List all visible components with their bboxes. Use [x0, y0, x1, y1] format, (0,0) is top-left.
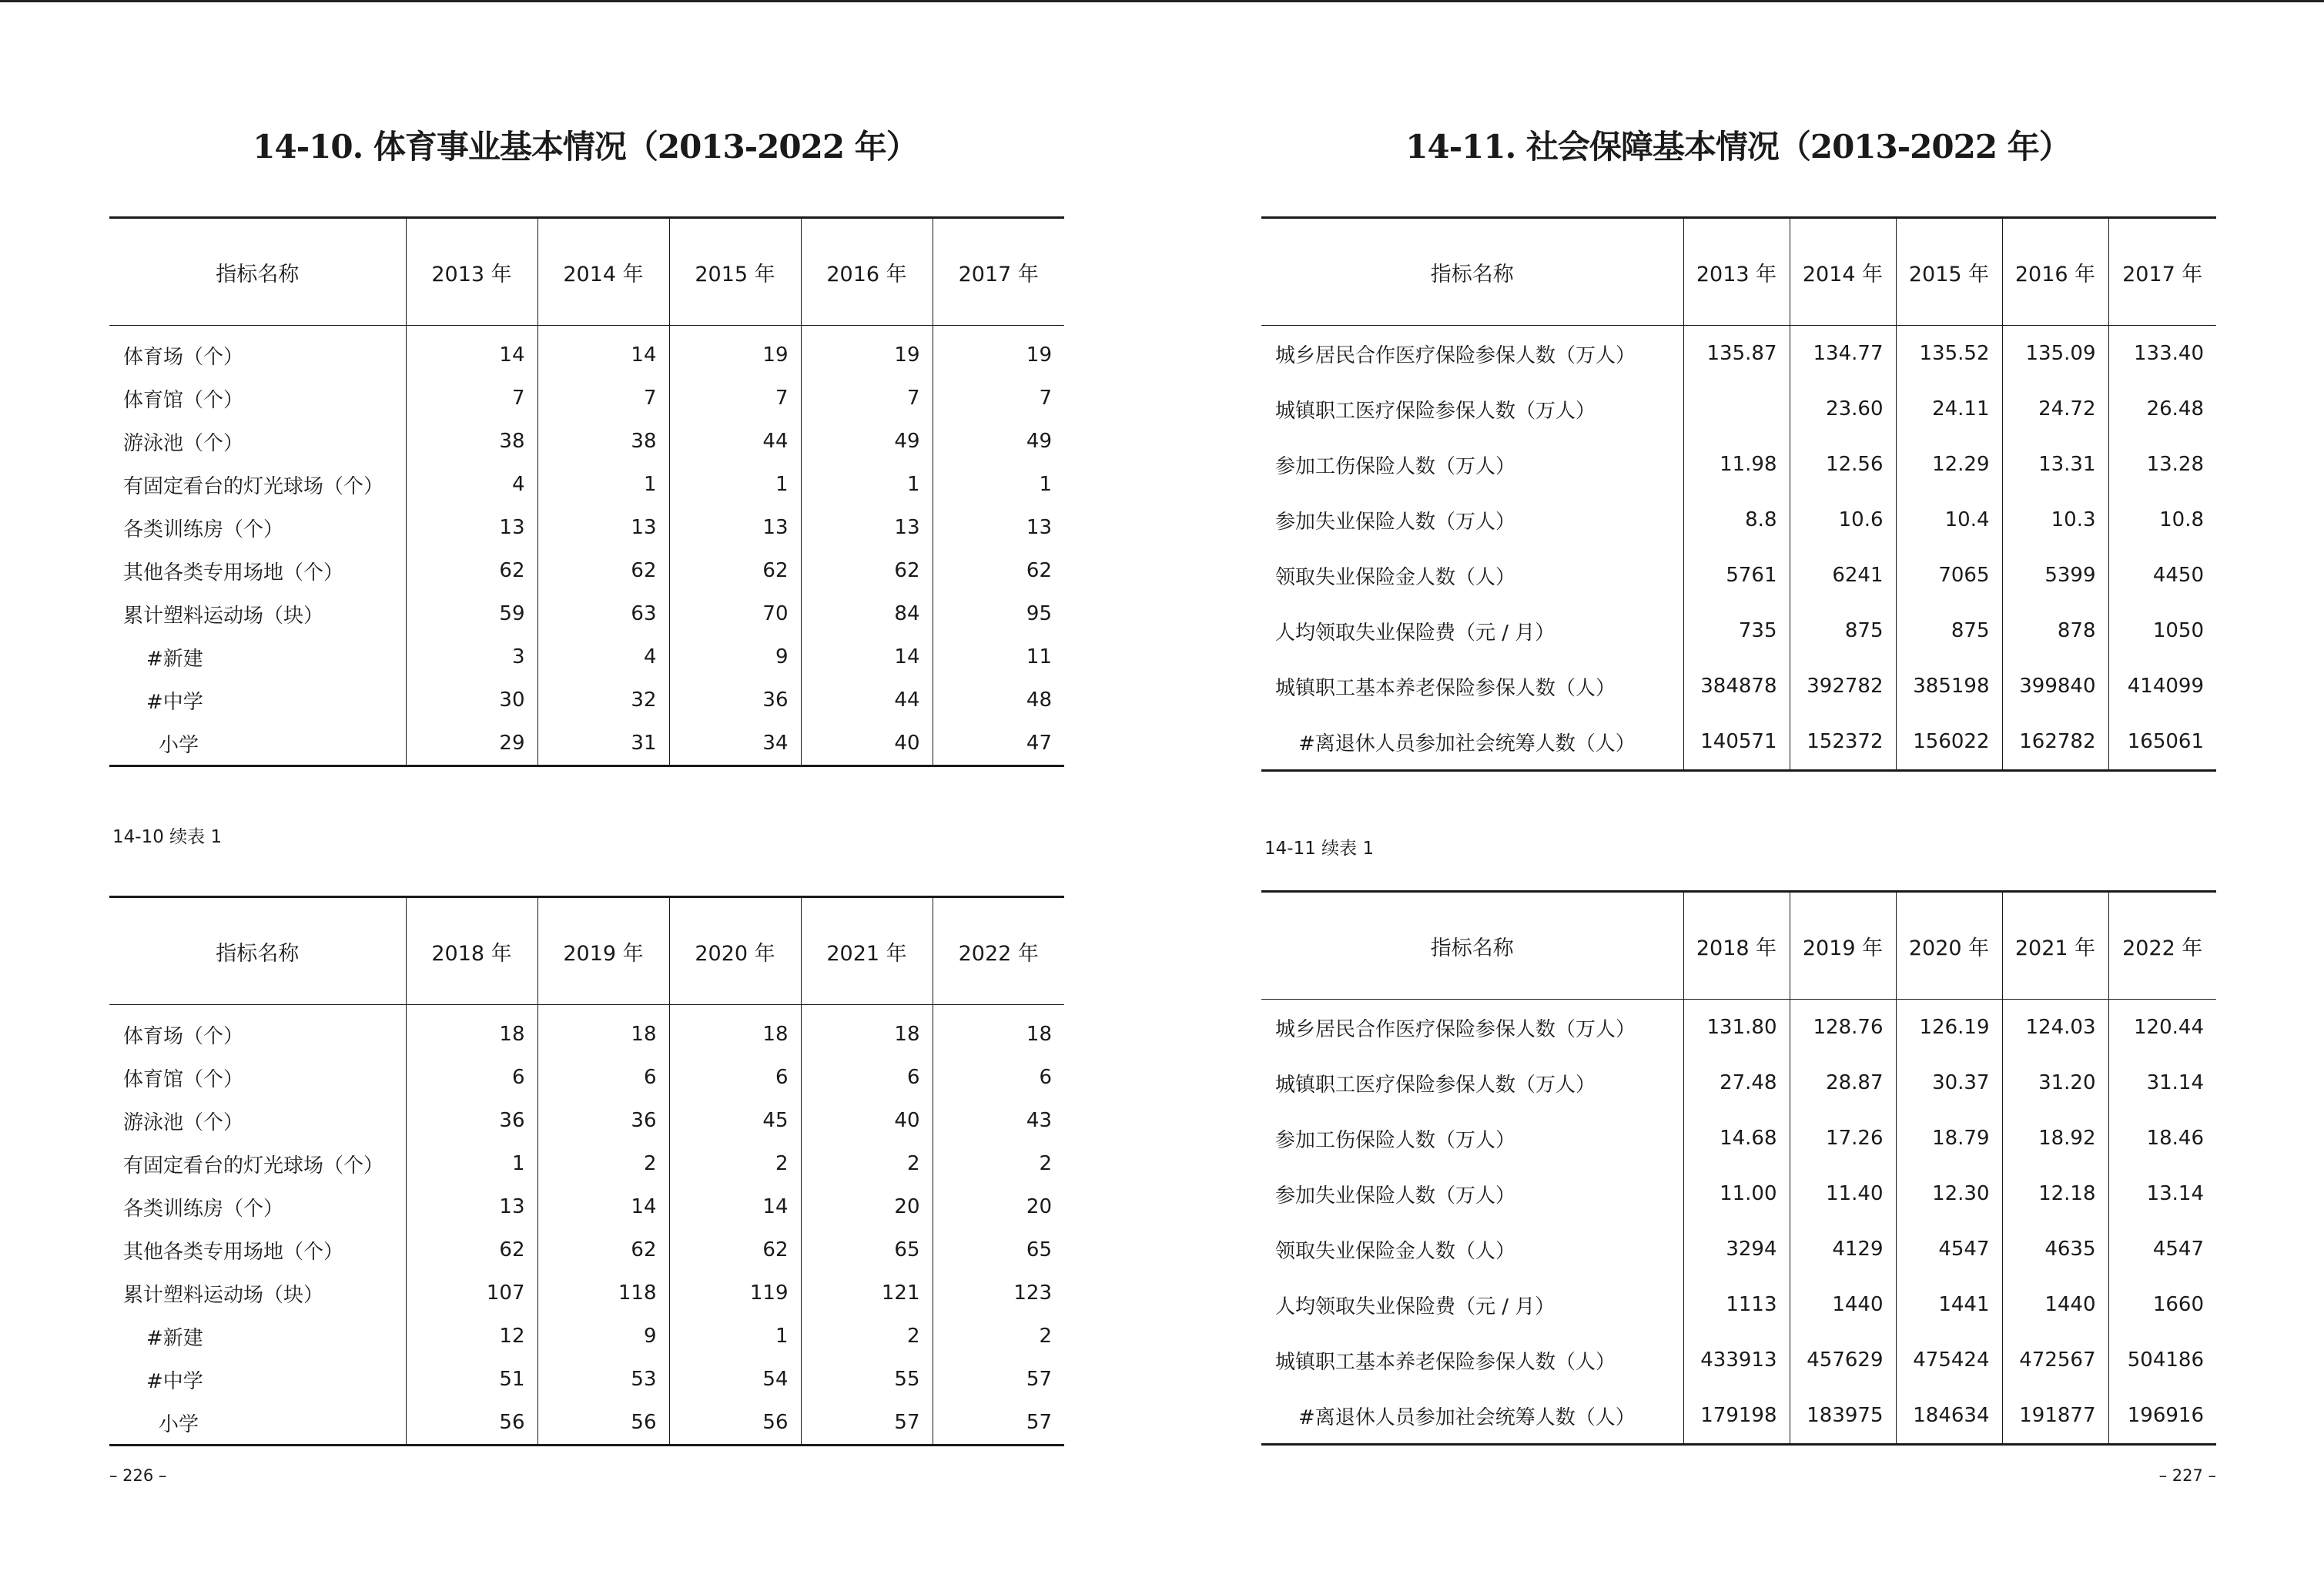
cell-value: 7 [933, 377, 1064, 420]
table-row [1261, 326, 2216, 382]
row-label: 领取失业保险金人数（人） [1275, 565, 1516, 589]
cell-value: 12.56 [1790, 437, 1896, 492]
cell-value: 62 [406, 1228, 537, 1271]
table-row [109, 463, 1064, 506]
cell-value: 24.72 [2002, 381, 2108, 437]
cell-value: 18.92 [2002, 1111, 2108, 1166]
cell-value: 59 [406, 592, 537, 635]
cell-value: 24.11 [1896, 381, 2002, 437]
table-row [1261, 492, 2216, 548]
cell-value: 1440 [1790, 1277, 1896, 1332]
cell-value: 183975 [1790, 1388, 1896, 1445]
cell-value: 126.19 [1896, 1000, 2002, 1056]
row-label: 游泳池（个） [123, 431, 244, 455]
cell-value: 4450 [2108, 548, 2216, 603]
cell-value: 6 [406, 1056, 537, 1099]
cell-value: 504186 [2108, 1332, 2216, 1388]
column-header-year: 2017 年 [2108, 218, 2216, 326]
cell-value: 18 [406, 1005, 537, 1057]
cell-value: 1 [537, 463, 669, 506]
cell-value: 119 [669, 1271, 801, 1315]
cell-value: 18 [537, 1005, 669, 1057]
table-row [109, 420, 1064, 463]
column-header-indicator: 指标名称 [109, 897, 406, 1005]
column-header-year: 2015 年 [669, 218, 801, 326]
cell-value: 54 [669, 1358, 801, 1401]
row-label: 人均领取失业保险费（元 / 月） [1275, 1295, 1555, 1318]
column-header-year: 2013 年 [1683, 218, 1790, 326]
cell-value: 63 [537, 592, 669, 635]
row-label: 城镇职工基本养老保险参保人数（人） [1275, 1350, 1616, 1374]
cell-value: 1441 [1896, 1277, 2002, 1332]
table-row [109, 1315, 1064, 1358]
cell-value: 12.29 [1896, 437, 2002, 492]
cell-value: 875 [1896, 603, 2002, 658]
cell-value: 11 [933, 635, 1064, 678]
row-label: 其他各类专用场地（个） [123, 1240, 344, 1264]
column-header-year: 2022 年 [2108, 892, 2216, 1000]
cell-value: 123 [933, 1271, 1064, 1315]
row-label: 城镇职工基本养老保险参保人数（人） [1275, 676, 1616, 700]
table-row [1261, 714, 2216, 771]
table-row [109, 377, 1064, 420]
row-label: 人均领取失业保险费（元 / 月） [1275, 621, 1555, 645]
row-label: 各类训练房（个） [123, 1197, 284, 1221]
page-title-sports: 14-10. 体育事业基本情况（2013-2022 年） [253, 128, 918, 166]
table-row [1261, 1111, 2216, 1166]
cell-value: 13 [669, 506, 801, 549]
row-label: 累计塑料运动场（块） [123, 604, 324, 628]
column-header-year: 2015 年 [1896, 218, 2002, 326]
cell-value: 29 [406, 722, 537, 766]
cell-value: 7 [669, 377, 801, 420]
cell-value: 56 [406, 1401, 537, 1446]
cell-value: 34 [669, 722, 801, 766]
table-row [109, 1005, 1064, 1057]
row-label: #离退休人员参加社会统筹人数（人） [1298, 732, 1636, 755]
cell-value: 31 [537, 722, 669, 766]
table-row [109, 635, 1064, 678]
cell-value: 44 [801, 678, 933, 722]
cell-value: 5761 [1683, 548, 1790, 603]
cell-value: 13 [933, 506, 1064, 549]
cell-value: 107 [406, 1271, 537, 1315]
column-header-year: 2020 年 [669, 897, 801, 1005]
cell-value: 1 [669, 463, 801, 506]
cell-value: 36 [669, 678, 801, 722]
table-row [1261, 1055, 2216, 1111]
cell-value: 1 [801, 463, 933, 506]
cell-value: 7065 [1896, 548, 2002, 603]
cell-value: 875 [1790, 603, 1896, 658]
cell-value: 6 [801, 1056, 933, 1099]
cell-value: 12.30 [1896, 1166, 2002, 1221]
cell-value: 11.40 [1790, 1166, 1896, 1221]
column-header-year: 2018 年 [1683, 892, 1790, 1000]
cell-value: 14.68 [1683, 1111, 1790, 1166]
cell-value: 7 [801, 377, 933, 420]
cell-value: 121 [801, 1271, 933, 1315]
row-label: 领取失业保险金人数（人） [1275, 1239, 1516, 1263]
cell-value: 13.14 [2108, 1166, 2216, 1221]
cell-value: 1440 [2002, 1277, 2108, 1332]
table-row [1261, 1388, 2216, 1445]
cell-value: 13.28 [2108, 437, 2216, 492]
cell-value: 184634 [1896, 1388, 2002, 1445]
column-header-indicator: 指标名称 [1261, 218, 1683, 326]
cell-value: 131.80 [1683, 1000, 1790, 1056]
cell-value: 475424 [1896, 1332, 2002, 1388]
column-header-year: 2022 年 [933, 897, 1064, 1005]
sports-table-2013-2017 [109, 216, 1064, 767]
cell-value: 156022 [1896, 714, 2002, 771]
cell-value: 36 [537, 1099, 669, 1142]
cell-value: 62 [406, 549, 537, 592]
cell-value: 13 [537, 506, 669, 549]
column-header-indicator: 指标名称 [109, 218, 406, 326]
table-row [109, 592, 1064, 635]
continuation-label: 14-11 续表 1 [1264, 839, 1375, 859]
cell-value: 45 [669, 1099, 801, 1142]
cell-value: 1050 [2108, 603, 2216, 658]
column-header-year: 2021 年 [2002, 892, 2108, 1000]
cell-value: 179198 [1683, 1388, 1790, 1445]
cell-value: 472567 [2002, 1332, 2108, 1388]
cell-value: 14 [537, 1185, 669, 1228]
row-label: 城镇职工医疗保险参保人数（万人） [1275, 1073, 1596, 1097]
cell-value: 14 [537, 326, 669, 377]
cell-value: 433913 [1683, 1332, 1790, 1388]
row-label: 小学 [159, 1412, 199, 1436]
table-row [109, 1271, 1064, 1315]
cell-value: 6 [669, 1056, 801, 1099]
cell-value: 11.98 [1683, 437, 1790, 492]
column-header-indicator: 指标名称 [1261, 892, 1683, 1000]
table-header-row [109, 897, 1064, 1005]
column-header-year: 2014 年 [1790, 218, 1896, 326]
column-header-year: 2020 年 [1896, 892, 2002, 1000]
cell-value: 4635 [2002, 1221, 2108, 1277]
cell-value: 55 [801, 1358, 933, 1401]
row-label: 各类训练房（个） [123, 518, 284, 541]
cell-value: 62 [801, 549, 933, 592]
page-number: – 226 – [109, 1466, 167, 1485]
cell-value: 18.46 [2108, 1111, 2216, 1166]
cell-value: 6 [537, 1056, 669, 1099]
cell-value: 70 [669, 592, 801, 635]
page-number: – 227 – [2158, 1466, 2216, 1485]
cell-value: 13 [406, 506, 537, 549]
cell-value: 120.44 [2108, 1000, 2216, 1056]
cell-value: 2 [669, 1142, 801, 1185]
row-label: 体育馆（个） [123, 388, 244, 412]
table-row [1261, 381, 2216, 437]
cell-value: 40 [801, 1099, 933, 1142]
cell-value: 191877 [2002, 1388, 2108, 1445]
cell-value: 133.40 [2108, 326, 2216, 382]
cell-value: 1 [669, 1315, 801, 1358]
cell-value: 1113 [1683, 1277, 1790, 1332]
table-row [1261, 548, 2216, 603]
cell-value: 392782 [1790, 658, 1896, 714]
cell-value: 44 [669, 420, 801, 463]
cell-value: 20 [933, 1185, 1064, 1228]
cell-value: 2 [933, 1142, 1064, 1185]
table-row [109, 1056, 1064, 1099]
cell-value: 13 [801, 506, 933, 549]
cell-value: 14 [801, 635, 933, 678]
cell-value: 62 [537, 1228, 669, 1271]
cell-value: 128.76 [1790, 1000, 1896, 1056]
cell-value: 53 [537, 1358, 669, 1401]
table-row [1261, 603, 2216, 658]
cell-value: 49 [801, 420, 933, 463]
row-label: #离退休人员参加社会统筹人数（人） [1298, 1405, 1636, 1429]
cell-value: 9 [669, 635, 801, 678]
cell-value: 12 [406, 1315, 537, 1358]
cell-value: 36 [406, 1099, 537, 1142]
social-security-table-2013-2017 [1261, 216, 2216, 772]
row-label: 有固定看台的灯光球场（个） [123, 1154, 384, 1178]
cell-value: 49 [933, 420, 1064, 463]
cell-value: 3294 [1683, 1221, 1790, 1277]
table-row [1261, 437, 2216, 492]
cell-value: 134.77 [1790, 326, 1896, 382]
cell-value: 385198 [1896, 658, 2002, 714]
cell-value: 3 [406, 635, 537, 678]
row-label: 城乡居民合作医疗保险参保人数（万人） [1275, 343, 1636, 367]
cell-value: 12.18 [2002, 1166, 2108, 1221]
cell-value: 30.37 [1896, 1055, 2002, 1111]
cell-value: 10.8 [2108, 492, 2216, 548]
cell-value: 23.60 [1790, 381, 1896, 437]
cell-value: 19 [801, 326, 933, 377]
table-row [1261, 1166, 2216, 1221]
cell-value: 20 [801, 1185, 933, 1228]
table-row [109, 1142, 1064, 1185]
row-label: 参加工伤保险人数（万人） [1275, 1128, 1516, 1152]
cell-value: 38 [406, 420, 537, 463]
cell-value: 9 [537, 1315, 669, 1358]
row-label: #新建 [146, 647, 203, 671]
table-row [1261, 1277, 2216, 1332]
cell-value: 4547 [2108, 1221, 2216, 1277]
cell-value [1683, 381, 1790, 437]
cell-value: 2 [801, 1315, 933, 1358]
cell-value: 165061 [2108, 714, 2216, 771]
cell-value: 62 [669, 549, 801, 592]
cell-value: 26.48 [2108, 381, 2216, 437]
column-header-year: 2017 年 [933, 218, 1064, 326]
cell-value: 43 [933, 1099, 1064, 1142]
sports-table-2018-2022 [109, 896, 1064, 1446]
table-row [109, 1099, 1064, 1142]
column-header-year: 2016 年 [2002, 218, 2108, 326]
table-row [109, 326, 1064, 377]
cell-value: 457629 [1790, 1332, 1896, 1388]
table-row [109, 1185, 1064, 1228]
row-label: 体育馆（个） [123, 1067, 244, 1091]
column-header-year: 2018 年 [406, 897, 537, 1005]
column-header-year: 2014 年 [537, 218, 669, 326]
cell-value: 57 [801, 1401, 933, 1446]
cell-value: 19 [669, 326, 801, 377]
continuation-label: 14-10 续表 1 [112, 827, 223, 847]
cell-value: 399840 [2002, 658, 2108, 714]
table-row [109, 722, 1064, 766]
row-label: 参加失业保险人数（万人） [1275, 1184, 1516, 1208]
cell-value: 51 [406, 1358, 537, 1401]
cell-value: 19 [933, 326, 1064, 377]
cell-value: 18 [669, 1005, 801, 1057]
cell-value: 1660 [2108, 1277, 2216, 1332]
column-header-year: 2021 年 [801, 897, 933, 1005]
cell-value: 7 [537, 377, 669, 420]
column-header-year: 2016 年 [801, 218, 933, 326]
cell-value: 13.31 [2002, 437, 2108, 492]
cell-value: 878 [2002, 603, 2108, 658]
cell-value: 17.26 [1790, 1111, 1896, 1166]
cell-value: 196916 [2108, 1388, 2216, 1445]
page-title-social-security: 14-11. 社会保障基本情况（2013-2022 年） [1405, 128, 2071, 166]
cell-value: 8.8 [1683, 492, 1790, 548]
cell-value: 2 [801, 1142, 933, 1185]
cell-value: 27.48 [1683, 1055, 1790, 1111]
row-label: 小学 [159, 733, 199, 757]
cell-value: 62 [933, 549, 1064, 592]
cell-value: 48 [933, 678, 1064, 722]
cell-value: 140571 [1683, 714, 1790, 771]
cell-value: 4 [537, 635, 669, 678]
column-header-year: 2013 年 [406, 218, 537, 326]
cell-value: 40 [801, 722, 933, 766]
table-header-row [109, 218, 1064, 326]
cell-value: 18.79 [1896, 1111, 2002, 1166]
row-label: 体育场（个） [123, 1024, 244, 1048]
column-header-year: 2019 年 [1790, 892, 1896, 1000]
cell-value: 13 [406, 1185, 537, 1228]
cell-value: 38 [537, 420, 669, 463]
cell-value: 162782 [2002, 714, 2108, 771]
row-label: 参加失业保险人数（万人） [1275, 510, 1516, 534]
cell-value: 6 [933, 1056, 1064, 1099]
cell-value: 6241 [1790, 548, 1896, 603]
row-label: 其他各类专用场地（个） [123, 561, 344, 585]
cell-value: 32 [537, 678, 669, 722]
cell-value: 57 [933, 1401, 1064, 1446]
row-label: 参加工伤保险人数（万人） [1275, 454, 1516, 478]
table-row [1261, 1332, 2216, 1388]
cell-value: 4 [406, 463, 537, 506]
cell-value: 118 [537, 1271, 669, 1315]
row-label: 城乡居民合作医疗保险参保人数（万人） [1275, 1017, 1636, 1041]
table-row [1261, 1221, 2216, 1277]
cell-value: 384878 [1683, 658, 1790, 714]
right-page [1162, 0, 2324, 1588]
cell-value: 57 [933, 1358, 1064, 1401]
table-row [109, 678, 1064, 722]
row-label: 累计塑料运动场（块） [123, 1283, 324, 1307]
cell-value: 47 [933, 722, 1064, 766]
table-row [1261, 658, 2216, 714]
row-label: 城镇职工医疗保险参保人数（万人） [1275, 399, 1596, 423]
cell-value: 124.03 [2002, 1000, 2108, 1056]
row-label: #新建 [146, 1326, 203, 1350]
cell-value: 84 [801, 592, 933, 635]
cell-value: 28.87 [1790, 1055, 1896, 1111]
cell-value: 414099 [2108, 658, 2216, 714]
cell-value: 10.3 [2002, 492, 2108, 548]
cell-value: 135.09 [2002, 326, 2108, 382]
cell-value: 11.00 [1683, 1166, 1790, 1221]
row-label: 体育场（个） [123, 345, 244, 369]
cell-value: 31.20 [2002, 1055, 2108, 1111]
row-label: #中学 [146, 1369, 203, 1393]
cell-value: 1 [406, 1142, 537, 1185]
table-row [109, 549, 1064, 592]
table-row [109, 1228, 1064, 1271]
table-row [1261, 1000, 2216, 1056]
cell-value: 2 [537, 1142, 669, 1185]
cell-value: 31.14 [2108, 1055, 2216, 1111]
row-label: #中学 [146, 690, 203, 714]
table-header-row [1261, 218, 2216, 326]
cell-value: 10.4 [1896, 492, 2002, 548]
cell-value: 65 [933, 1228, 1064, 1271]
cell-value: 735 [1683, 603, 1790, 658]
cell-value: 152372 [1790, 714, 1896, 771]
table-header-row [1261, 892, 2216, 1000]
cell-value: 62 [669, 1228, 801, 1271]
cell-value: 10.6 [1790, 492, 1896, 548]
cell-value: 135.52 [1896, 326, 2002, 382]
cell-value: 62 [537, 549, 669, 592]
cell-value: 18 [933, 1005, 1064, 1057]
table-row [109, 1358, 1064, 1401]
cell-value: 4547 [1896, 1221, 2002, 1277]
row-label: 有固定看台的灯光球场（个） [123, 474, 384, 498]
cell-value: 14 [406, 326, 537, 377]
table-row [109, 1401, 1064, 1446]
cell-value: 30 [406, 678, 537, 722]
cell-value: 1 [933, 463, 1064, 506]
cell-value: 2 [933, 1315, 1064, 1358]
cell-value: 56 [537, 1401, 669, 1446]
cell-value: 135.87 [1683, 326, 1790, 382]
cell-value: 56 [669, 1401, 801, 1446]
cell-value: 4129 [1790, 1221, 1896, 1277]
column-header-year: 2019 年 [537, 897, 669, 1005]
cell-value: 7 [406, 377, 537, 420]
cell-value: 5399 [2002, 548, 2108, 603]
cell-value: 14 [669, 1185, 801, 1228]
cell-value: 18 [801, 1005, 933, 1057]
cell-value: 95 [933, 592, 1064, 635]
cell-value: 65 [801, 1228, 933, 1271]
table-row [109, 506, 1064, 549]
social-security-table-2018-2022 [1261, 890, 2216, 1446]
row-label: 游泳池（个） [123, 1111, 244, 1134]
